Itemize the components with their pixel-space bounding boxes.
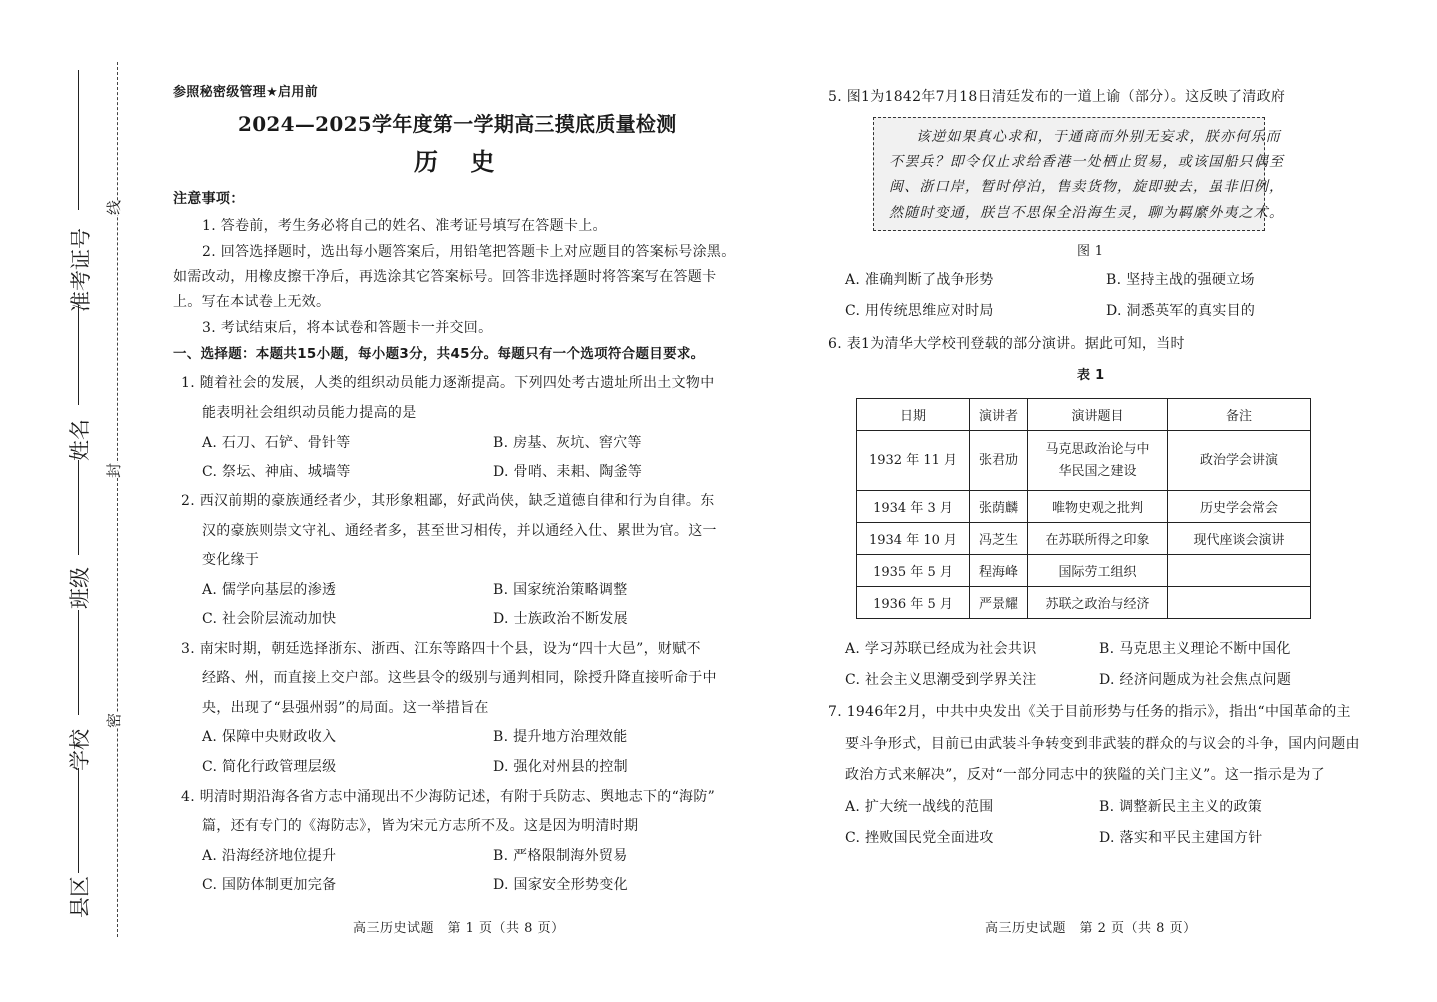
cell-note: 历史学会常会 xyxy=(1168,491,1311,523)
q3-option-d: D. 强化对州县的控制 xyxy=(493,759,628,775)
seal-mark-line: 线 xyxy=(101,200,126,215)
exam-no-underline xyxy=(78,70,79,210)
table-row xyxy=(857,587,1311,619)
class-underline xyxy=(78,460,79,555)
q5-option-b: B. 坚持主战的强硬立场 xyxy=(1106,272,1255,288)
q1-stem-2: 能表明社会组织动员能力提高的是 xyxy=(202,405,417,421)
name-underline xyxy=(78,305,79,405)
cell-date: 1936 年 5 月 xyxy=(857,587,970,619)
exam-no-label: 准考证号 xyxy=(69,228,93,312)
q7-stem-3: 政治方式来解决”，反对“一部分同志中的狭隘的关门主义”。这一指示是为了 xyxy=(845,767,1325,783)
q5-option-a: A. 准确判断了战争形势 xyxy=(845,272,994,288)
q7-option-b: B. 调整新民主主义的政策 xyxy=(1099,799,1263,815)
q6-stem: 6. 表1为清华大学校刊登载的部分演讲。据此可知，当时 xyxy=(828,336,1185,352)
notice-heading: 注意事项： xyxy=(173,191,245,207)
notice-line-2: 2. 回答选择题时，选出每小题答案后，用铅笔把答题卡上对应题目的答案标号涂黑。 xyxy=(202,244,736,260)
cell-topic-line-2: 华民国之建设 xyxy=(1058,463,1137,479)
q6-option-a: A. 学习苏联已经成为社会共识 xyxy=(845,641,1037,657)
cell-speaker: 张荫麟 xyxy=(970,491,1028,523)
cell-topic: 唯物史观之批判 xyxy=(1028,491,1168,523)
lecture-table xyxy=(856,398,1311,619)
q4-stem-1: 4. 明清时期沿海各省方志中涌现出不少海防记述，有附于兵防志、舆地志下的“海防” xyxy=(181,789,716,805)
notice-line-5: 3. 考试结束后，将本试卷和答题卡一并交回。 xyxy=(202,320,493,336)
cell-note xyxy=(1168,555,1311,587)
cell-topic-line-1: 马克思政治论与中 xyxy=(1045,441,1150,457)
notice-line-3: 如需改动，用橡皮擦干净后，再选涂其它答案标号。回答非选择题时将答案写在答题卡 xyxy=(173,269,717,285)
q6-option-d: D. 经济问题成为社会焦点问题 xyxy=(1099,672,1292,688)
q1-option-d: D. 骨哨、耒耜、陶釜等 xyxy=(493,464,643,480)
table-header-row xyxy=(857,399,1311,431)
q7-option-d: D. 落实和平民主建国方针 xyxy=(1099,830,1263,846)
school-label: 学校 xyxy=(68,729,92,771)
cell-note: 政治学会讲演 xyxy=(1168,431,1311,491)
cell-speaker: 冯芝生 xyxy=(970,523,1028,555)
q3-option-c: C. 简化行政管理层级 xyxy=(202,759,337,775)
cell-topic xyxy=(1028,431,1168,491)
q7-option-c: C. 挫败国民党全面进攻 xyxy=(845,830,994,846)
quote-line-2: 不罢兵？即令仅止求给香港一处栖止贸易，或该国船只偶至 xyxy=(889,154,1285,170)
q7-stem-1: 7. 1946年2月，中共中央发出《关于目前形势与任务的指示》，指出“中国革命的主 xyxy=(828,704,1351,720)
q3-option-a: A. 保障中央财政收入 xyxy=(202,729,337,745)
q7-option-a: A. 扩大统一战线的范围 xyxy=(845,799,994,815)
q2-option-a: A. 儒学向基层的渗透 xyxy=(202,582,337,598)
header-note: 备注 xyxy=(1168,399,1311,431)
q2-stem-3: 变化缘于 xyxy=(202,552,260,568)
q4-option-a: A. 沿海经济地位提升 xyxy=(202,848,337,864)
notice-line-1: 1. 答卷前，考生务必将自己的姓名、准考证号填写在答题卡上。 xyxy=(202,218,607,234)
class-label: 班级 xyxy=(68,567,92,609)
table-row xyxy=(857,491,1311,523)
q4-option-d: D. 国家安全形势变化 xyxy=(493,877,628,893)
q1-option-c: C. 祭坛、神庙、城墙等 xyxy=(202,464,351,480)
cell-date: 1932 年 11 月 xyxy=(857,431,970,491)
section-heading: 一、选择题：本题共15小题，每小题3分，共45分。每题只有一个选项符合题目要求。 xyxy=(173,346,705,362)
q6-option-c: C. 社会主义思潮受到学界关注 xyxy=(845,672,1037,688)
cell-topic: 国际劳工组织 xyxy=(1028,555,1168,587)
q6-option-b: B. 马克思主义理论不断中国化 xyxy=(1099,641,1291,657)
figure-1-caption: 图 1 xyxy=(1077,244,1104,259)
q5-option-d: D. 洞悉英军的真实目的 xyxy=(1106,303,1256,319)
name-label: 姓名 xyxy=(68,419,92,461)
page-1-footer: 高三历史试题 第 1 页（共 8 页） xyxy=(353,921,565,936)
confidential-mark: 参照秘密级管理★启用前 xyxy=(173,85,318,100)
school-underline xyxy=(78,610,79,715)
q2-option-c: C. 社会阶层流动加快 xyxy=(202,611,337,627)
q4-option-c: C. 国防体制更加完备 xyxy=(202,877,337,893)
subject-title: 历 史 xyxy=(414,147,507,176)
q2-stem-1: 2. 西汉前期的豪族通经者少，其形象粗鄙，好武尚侠，缺乏道德自律和行为自律。东 xyxy=(181,493,715,509)
q5-option-c: C. 用传统思维应对时局 xyxy=(845,303,994,319)
header-speaker: 演讲者 xyxy=(970,399,1028,431)
q1-stem-1: 1. 随着社会的发展，人类的组织动员能力逐渐提高。下列四处考古遗址所出土文物中 xyxy=(181,375,715,391)
q3-stem-2: 经路、州，而直接上交户部。这些县令的级别与通判相同，除授升降直接听命于中 xyxy=(202,670,717,686)
q2-option-b: B. 国家统治策略调整 xyxy=(493,582,628,598)
q5-edict-quote-box xyxy=(873,117,1285,231)
cell-speaker: 张君劢 xyxy=(970,431,1028,491)
cell-speaker: 严景耀 xyxy=(970,587,1028,619)
page-2-footer: 高三历史试题 第 2 页（共 8 页） xyxy=(985,921,1197,936)
cell-speaker: 程海峰 xyxy=(970,555,1028,587)
q3-stem-3: 央，出现了“县强州弱”的局面。这一举措旨在 xyxy=(202,700,489,716)
quote-line-3: 闽、浙口岸，暂时停泊，售卖货物，旋即驶去，虽非旧例， xyxy=(889,179,1285,195)
q1-option-a: A. 石刀、石铲、骨针等 xyxy=(202,435,351,451)
exam-title: 2024—2025学年度第一学期高三摸底质量检测 xyxy=(238,112,677,136)
notice-line-4: 上。写在本试卷上无效。 xyxy=(173,294,331,310)
table-row xyxy=(857,523,1311,555)
header-topic: 演讲题目 xyxy=(1028,399,1168,431)
header-date: 日期 xyxy=(857,399,970,431)
table-1-caption: 表 1 xyxy=(1077,368,1105,383)
cell-topic: 在苏联所得之印象 xyxy=(1028,523,1168,555)
quote-line-4: 然随时变通，朕岂不思保全沿海生灵，聊为羁縻外夷之术。 xyxy=(889,205,1285,221)
cell-date: 1934 年 10 月 xyxy=(857,523,970,555)
seal-dashed-line xyxy=(117,62,118,937)
cell-date: 1935 年 5 月 xyxy=(857,555,970,587)
q7-stem-2: 要斗争形式，目前已由武装斗争转变到非武装的群众的与议会的斗争，国内问题由 xyxy=(845,736,1360,752)
q4-option-b: B. 严格限制海外贸易 xyxy=(493,848,628,864)
q3-stem-1: 3. 南宋时期，朝廷选择浙东、浙西、江东等路四十个县，设为“四十大邑”，财赋不 xyxy=(181,641,701,657)
seal-mark-seal: 封 xyxy=(101,463,126,478)
district-label: 县区 xyxy=(68,876,92,918)
cell-note: 现代座谈会演讲 xyxy=(1168,523,1311,555)
district-underline xyxy=(78,768,79,873)
quote-line-1: 该逆如果真心求和，于通商而外别无妄求，朕亦何乐而 xyxy=(916,129,1281,145)
table-row xyxy=(857,431,1311,491)
q2-option-d: D. 士族政治不断发展 xyxy=(493,611,628,627)
q2-stem-2: 汉的豪族则崇文守礼、通经者多，甚至世习相传，并以通经入仕、累世为官。这一 xyxy=(202,523,717,539)
cell-note xyxy=(1168,587,1311,619)
seal-mark-secret: 密 xyxy=(101,713,126,728)
q1-option-b: B. 房基、灰坑、窖穴等 xyxy=(493,435,642,451)
cell-topic: 苏联之政治与经济 xyxy=(1028,587,1168,619)
cell-date: 1934 年 3 月 xyxy=(857,491,970,523)
q5-stem: 5. 图1为1842年7月18日清廷发布的一道上谕（部分）。这反映了清政府 xyxy=(828,89,1286,105)
table-row xyxy=(857,555,1311,587)
q3-option-b: B. 提升地方治理效能 xyxy=(493,729,628,745)
q4-stem-2: 篇，还有专门的《海防志》，皆为宋元方志所不及。这是因为明清时期 xyxy=(202,818,639,834)
